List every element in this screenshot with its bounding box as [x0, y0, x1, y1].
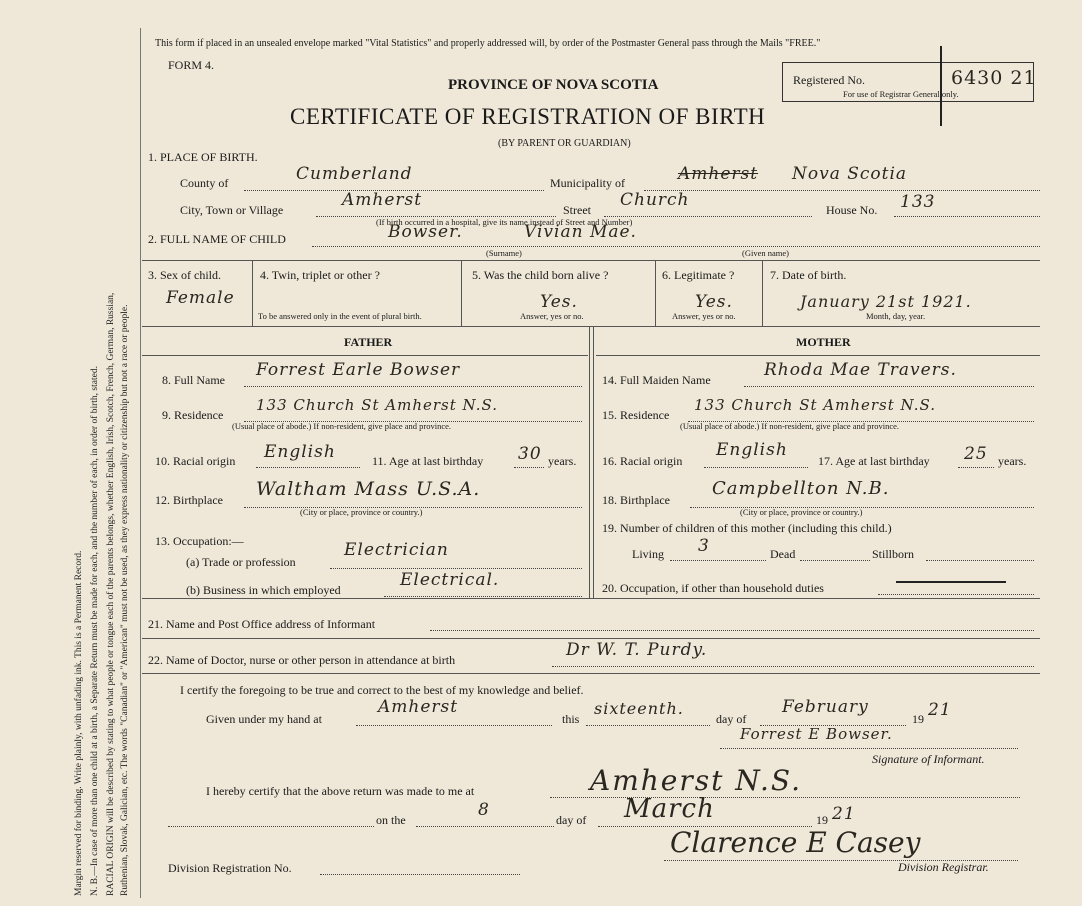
place-of-birth-heading: 1. PLACE OF BIRTH. [148, 150, 258, 164]
mother-years-label: years. [998, 454, 1027, 468]
county-value: Cumberland [296, 164, 413, 184]
father-birthplace-note: (City or place, province or country.) [300, 507, 423, 517]
municipality-label: Municipality of [550, 176, 625, 190]
registered-label: Registered No. [793, 73, 865, 87]
informant-label: 21. Name and Post Office address of Informant [148, 617, 376, 631]
postal-notice: This form if placed in an unsealed envelope marked "Vital Statistics" and properly addressed will, by order of the Postmaster General pass through the Mails "FREE." [155, 38, 821, 49]
street-value: Church [620, 190, 690, 210]
born-alive-label: 5. Was the child born alive ? [472, 268, 609, 282]
certify-statement: I certify the foregoing to be true and correct to the best of my knowledge and belief. [180, 683, 584, 697]
mother-racial-label: 16. Racial origin [602, 454, 683, 468]
given-under-hand-label: Given under my hand at [206, 712, 322, 726]
born-alive-value: Yes. [540, 292, 578, 312]
on-day-value: 8 [478, 800, 490, 820]
given-year-prefix: 19 [912, 712, 924, 726]
doctor-label: 22. Name of Doctor, nurse or other person in attendance at birth [148, 653, 456, 667]
dead-label: Dead [770, 547, 796, 561]
doctor-value: Dr W. T. Purdy. [566, 640, 708, 660]
child-name-label: 2. FULL NAME OF CHILD [148, 232, 286, 246]
margin-note-racial-origin: RACIAL ORIGIN will be described by stating to what people or tongue each of the parents belongs, whether English, Irish, Scotch, French, German, Russian, [106, 292, 116, 896]
living-label: Living [632, 547, 664, 561]
page-subtitle: (BY PARENT OR GUARDIAN) [498, 138, 631, 149]
street-label: Street [563, 203, 591, 217]
twin-note: To be answered only in the event of plural birth. [258, 311, 422, 321]
surname-caption: (Surname) [486, 248, 522, 258]
father-age-label: 11. Age at last birthday [372, 454, 484, 468]
on-month-value: March [624, 794, 715, 824]
mother-children-label: 19. Number of children of this mother (including this child.) [602, 521, 892, 535]
legitimate-value: Yes. [695, 292, 733, 312]
legitimate-label: 6. Legitimate ? [662, 268, 735, 282]
registered-note: For use of Registrar General only. [843, 89, 959, 99]
given-year-value: 21 [928, 700, 952, 720]
mother-name-value: Rhoda Mae Travers. [764, 360, 957, 380]
father-residence-note: (Usual place of abode.) If non-resident, give place and province. [232, 421, 452, 431]
on-the-label: on the [376, 813, 406, 827]
registrar-signature: Clarence E Casey [670, 826, 921, 859]
mother-age-label: 17. Age at last birthday [818, 454, 930, 468]
stillborn-label: Stillborn [872, 547, 915, 561]
father-years-label: years. [548, 454, 577, 468]
given-place-value: Amherst [378, 697, 459, 717]
form-number: FORM 4. [168, 58, 215, 72]
margin-note-multiple-births: N. B.—In case of more than one child at a birth, a Separate Return must be made for each, and the number of each, in order of birth, stated. [90, 366, 100, 896]
mother-residence-label: 15. Residence [602, 408, 670, 422]
father-occupation-label: 13. Occupation:— [155, 534, 244, 548]
mother-residence-value: 133 Church St Amherst N.S. [694, 396, 936, 414]
registered-number: 6430 21 [951, 67, 1037, 89]
child-given-value: Vivian Mae. [524, 222, 637, 242]
father-trade-label: (a) Trade or profession [186, 555, 296, 569]
date-of-birth-label: 7. Date of birth. [770, 268, 847, 282]
page-title: CERTIFICATE OF REGISTRATION OF BIRTH [290, 104, 766, 129]
father-age-value: 30 [518, 444, 542, 464]
registrar-statement: I hereby certify that the above return was made to me at [206, 784, 475, 798]
on-day-of-label: day of [556, 813, 587, 827]
this-label: this [562, 712, 580, 726]
house-number-value: 133 [900, 192, 936, 212]
father-business-label: (b) Business in which employed [186, 583, 341, 597]
margin-note-binding: Margin reserved for binding. Write plainly, with unfading ink. This is a Permanent Record. [74, 550, 84, 896]
living-value: 3 [698, 536, 710, 556]
division-registration-label: Division Registration No. [168, 861, 292, 875]
born-alive-note: Answer, yes or no. [520, 311, 584, 321]
mother-occupation-label: 20. Occupation, if other than household duties [602, 581, 824, 595]
sex-value: Female [166, 288, 235, 308]
mother-name-label: 14. Full Maiden Name [602, 373, 711, 387]
informant-signature-caption: Signature of Informant. [872, 752, 985, 766]
date-of-birth-value: January 21st 1921. [800, 292, 972, 311]
margin-note-nationality: Ruthenian, Slovak, Galician, etc. The words "Canadian" or "American" must not be used, as they express nationality or citizenship but not a race or people. [120, 304, 130, 896]
mother-occupation-dash [896, 581, 1006, 583]
father-residence-label: 9. Residence [162, 408, 224, 422]
mother-birthplace-value: Campbellton N.B. [712, 478, 890, 499]
father-name-value: Forrest Earle Bowser [256, 360, 461, 380]
father-racial-value: English [264, 442, 336, 462]
registered-box [782, 62, 1037, 102]
on-year-prefix: 19 [816, 813, 828, 827]
mother-birthplace-label: 18. Birthplace [602, 493, 670, 507]
given-day-value: sixteenth. [594, 699, 684, 718]
registrar-signature-caption: Division Registrar. [898, 860, 989, 874]
registrar-place-value: Amherst N.S. [590, 764, 802, 797]
twin-label: 4. Twin, triplet or other ? [260, 268, 380, 282]
father-residence-value: 133 Church St Amherst N.S. [256, 396, 498, 414]
given-day-of-label: day of [716, 712, 747, 726]
given-month-value: February [782, 697, 869, 717]
given-name-caption: (Given name) [742, 248, 789, 258]
mother-heading: MOTHER [796, 335, 851, 349]
mother-birthplace-note: (City or place, province or country.) [740, 507, 863, 517]
house-number-label: House No. [826, 203, 878, 217]
registered-pen-mark [940, 46, 942, 126]
hospital-note: (If birth occurred in a hospital, give its name instead of Street and Number) [376, 217, 633, 227]
father-racial-label: 10. Racial origin [155, 454, 236, 468]
city-label: City, Town or Village [180, 203, 284, 217]
mother-racial-value: English [716, 440, 788, 460]
mother-residence-note: (Usual place of abode.) If non-resident, give place and province. [680, 421, 900, 431]
father-name-label: 8. Full Name [162, 373, 225, 387]
date-of-birth-note: Month, day, year. [866, 311, 926, 321]
municipality-struck-value: Amherst [678, 164, 759, 184]
municipality-value: Nova Scotia [792, 164, 908, 184]
child-surname-value: Bowser. [388, 222, 463, 242]
mother-age-value: 25 [964, 444, 988, 464]
county-label: County of [180, 176, 229, 190]
father-trade-value: Electrician [344, 540, 449, 560]
father-birthplace-value: Waltham Mass U.S.A. [256, 478, 481, 500]
father-heading: FATHER [344, 335, 393, 349]
father-birthplace-label: 12. Birthplace [155, 493, 223, 507]
informant-signature: Forrest E Bowser. [740, 725, 893, 743]
province-heading: PROVINCE OF NOVA SCOTIA [448, 77, 659, 93]
sex-label: 3. Sex of child. [148, 268, 221, 282]
city-value: Amherst [342, 190, 423, 210]
legitimate-note: Answer, yes or no. [672, 311, 736, 321]
father-business-value: Electrical. [400, 570, 500, 590]
on-year-value: 21 [832, 804, 856, 824]
